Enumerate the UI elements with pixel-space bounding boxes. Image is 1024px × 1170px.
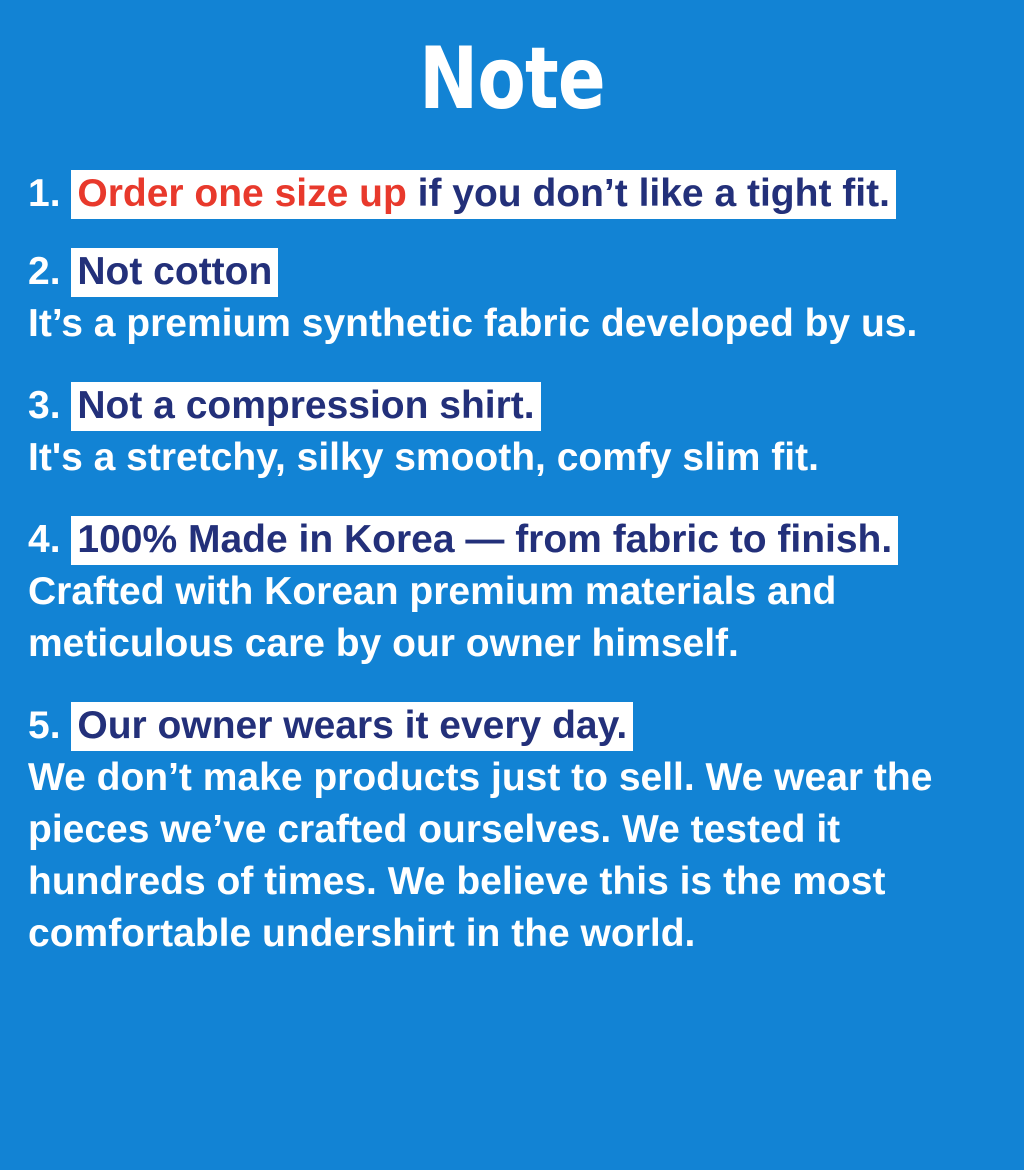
list-item — [28, 700, 996, 960]
list-item — [28, 246, 996, 350]
note-number-3: 3. — [28, 384, 61, 427]
note-list — [28, 168, 996, 960]
note-number-1: 1. — [28, 172, 61, 215]
list-item — [28, 514, 996, 670]
page-title: Note — [419, 29, 605, 129]
note-sub-2: It’s a premium synthetic fabric developed by us. — [28, 302, 918, 345]
note-line-4 — [28, 514, 996, 566]
note-number-2: 2. — [28, 250, 61, 293]
note-sub-3: It's a stretchy, silky smooth, comfy slim fit. — [28, 436, 819, 479]
note-highlight-accent-1: Order one size up — [77, 172, 407, 215]
note-line-5 — [28, 700, 996, 752]
note-highlight-1 — [71, 170, 896, 219]
note-highlight-4: 100% Made in Korea — from fabric to finish. — [71, 516, 898, 565]
note-line-2 — [28, 246, 996, 298]
note-sub-5: We don’t make products just to sell. We wear the pieces we’ve crafted ourselves. We tested it hundreds of times. We believe this is the most comfortable undershirt in the world. — [28, 756, 933, 955]
note-highlight-3: Not a compression shirt. — [71, 382, 540, 431]
note-number-4: 4. — [28, 518, 61, 561]
note-line-1 — [28, 168, 996, 220]
note-line-3 — [28, 380, 996, 432]
note-sub-4: Crafted with Korean premium materials and meticulous care by our owner himself. — [28, 570, 837, 665]
note-highlight-rest-1: if you don’t like a tight fit. — [406, 172, 890, 215]
list-item — [28, 380, 996, 484]
note-number-5: 5. — [28, 704, 61, 747]
note-highlight-2: Not cotton — [71, 248, 278, 297]
list-item — [28, 168, 996, 220]
note-highlight-5: Our owner wears it every day. — [71, 702, 633, 751]
